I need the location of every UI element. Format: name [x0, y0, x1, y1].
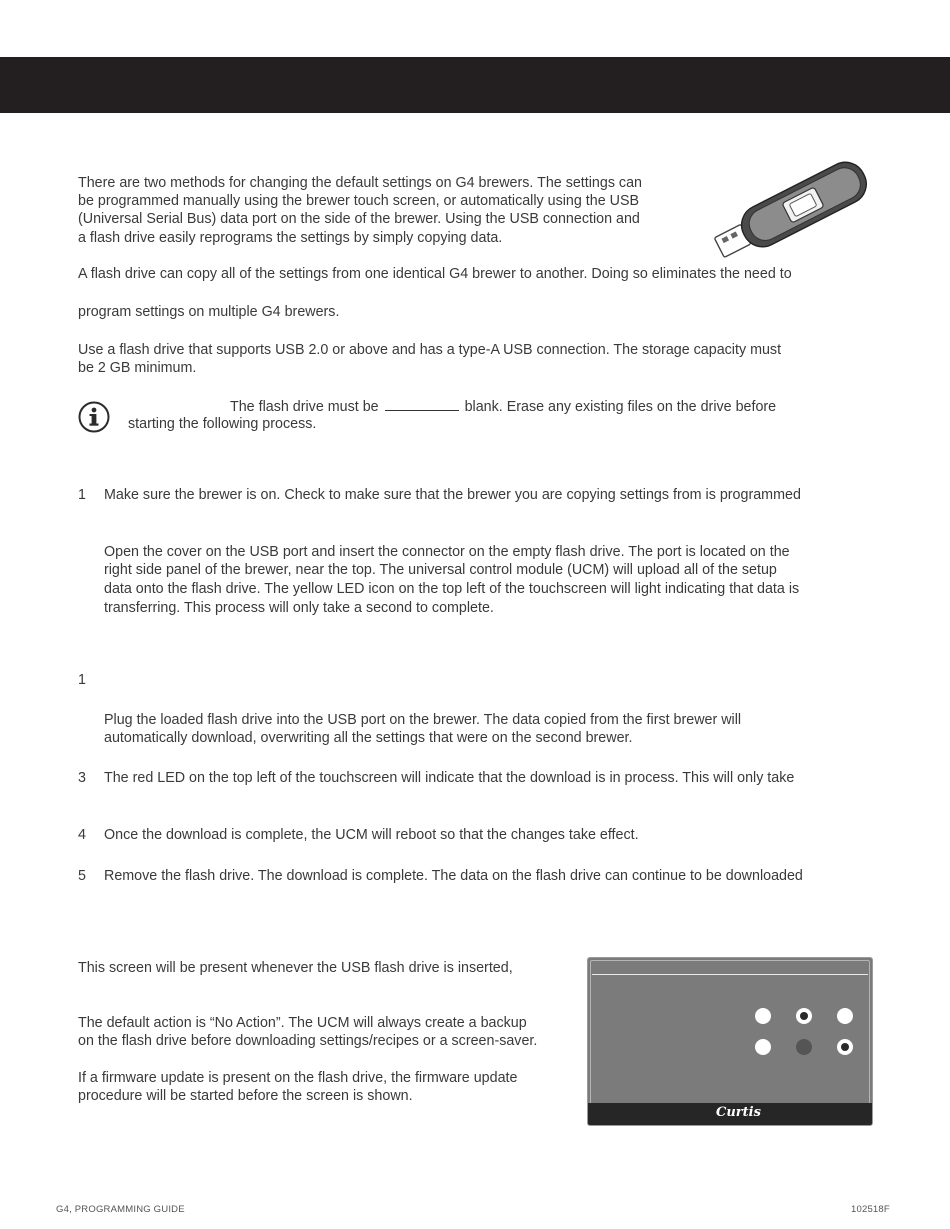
intro-line-1: There are two methods for changing the default settings on G4 brewers. The settings can [78, 175, 642, 191]
intro-para3-line-1: Use a flash drive that supports USB 2.0 or above and has a type-A USB connection. The storage capacity must [78, 342, 782, 358]
copy-step-1-text: Make sure the brewer is on. Check to make sure that the brewer you are copying settings from is programmed [104, 487, 801, 503]
header-band [0, 57, 950, 113]
intro-line-3: (Universal Serial Bus) data port on the side of the brewer. Using the USB connection and [78, 211, 640, 227]
screen-title-rule [592, 974, 868, 975]
load-step-3-number: 3 [78, 770, 86, 786]
footer-left: G4, PROGRAMMING GUIDE [56, 1204, 185, 1215]
radio-row2-col1[interactable] [755, 1039, 771, 1055]
load-step-4-text: Once the download is complete, the UCM will reboot so that the changes take effect. [104, 827, 639, 843]
intro-line-4: a flash drive easily reprograms the settings by simply copying data. [78, 230, 503, 246]
load-step-5-number: 5 [78, 868, 86, 884]
radio-row2-col2[interactable] [796, 1039, 812, 1055]
copy-step-2-line-2: right side panel of the brewer, near the top. The universal control module (UCM) will upload all of the setup [104, 562, 777, 578]
load-step-5-text: Remove the flash drive. The download is complete. The data on the flash drive can continue to be downloaded [104, 868, 803, 884]
radio-row2-col3[interactable] [837, 1039, 853, 1055]
usb-flash-drive-illustration [706, 160, 876, 260]
screen-bottom-bar [588, 1103, 872, 1125]
radio-row1-col1[interactable] [755, 1008, 771, 1024]
screen-section-para3-line-1: If a firmware update is present on the flash drive, the firmware update [78, 1070, 518, 1086]
load-step-2-line-2: automatically download, overwriting all the settings that were on the second brewer. [104, 730, 633, 746]
copy-step-2-line-1: Open the cover on the USB port and insert the connector on the empty flash drive. The port is located on the [104, 544, 790, 560]
note-text-before-blank: The flash drive must be [230, 399, 379, 415]
load-step-4-number: 4 [78, 827, 86, 843]
radio-row1-col3[interactable] [837, 1008, 853, 1024]
note-blank-line [385, 397, 459, 411]
intro-para2-line-1: A flash drive can copy all of the settings from one identical G4 brewer to another. Doing so eliminates the need to [78, 266, 792, 282]
load-step-1-number: 1 [78, 672, 86, 688]
screen-section-line-1: This screen will be present whenever the USB flash drive is inserted, [78, 960, 513, 976]
radio-row1-col2[interactable] [796, 1008, 812, 1024]
intro-line-2: be programmed manually using the brewer touch screen, or automatically using the USB [78, 193, 640, 209]
note-line-1 [230, 397, 776, 417]
footer-right: 102518F [851, 1204, 890, 1215]
copy-step-1-number: 1 [78, 487, 86, 503]
intro-para3-line-2: be 2 GB minimum. [78, 360, 197, 376]
screen-section-para2-line-1: The default action is “No Action”. The UCM will always create a backup [78, 1015, 527, 1031]
intro-para2-line-2: program settings on multiple G4 brewers. [78, 304, 340, 320]
screen-section-para2-line-2: on the flash drive before downloading settings/recipes or a screen-saver. [78, 1033, 538, 1049]
note-line-2: starting the following process. [128, 416, 317, 432]
screen-section-para3-line-2: procedure will be started before the screen is shown. [78, 1088, 413, 1104]
note-text-after-blank: blank. Erase any existing files on the drive before [464, 399, 777, 415]
ucm-usb-screen [587, 957, 873, 1126]
load-step-2-line-1: Plug the loaded flash drive into the USB port on the brewer. The data copied from the first brewer will [104, 712, 742, 728]
load-step-3-text: The red LED on the top left of the touchscreen will indicate that the download is in process. This will only take [104, 770, 795, 786]
curtis-logo: Curtis [716, 1105, 761, 1120]
copy-step-2-line-3: data onto the flash drive. The yellow LED icon on the top left of the touchscreen will light indicating that data is [104, 581, 800, 597]
info-icon [78, 401, 110, 433]
screen-frame [590, 960, 870, 1123]
copy-step-2-line-4: transferring. This process will only take a second to complete. [104, 600, 494, 616]
